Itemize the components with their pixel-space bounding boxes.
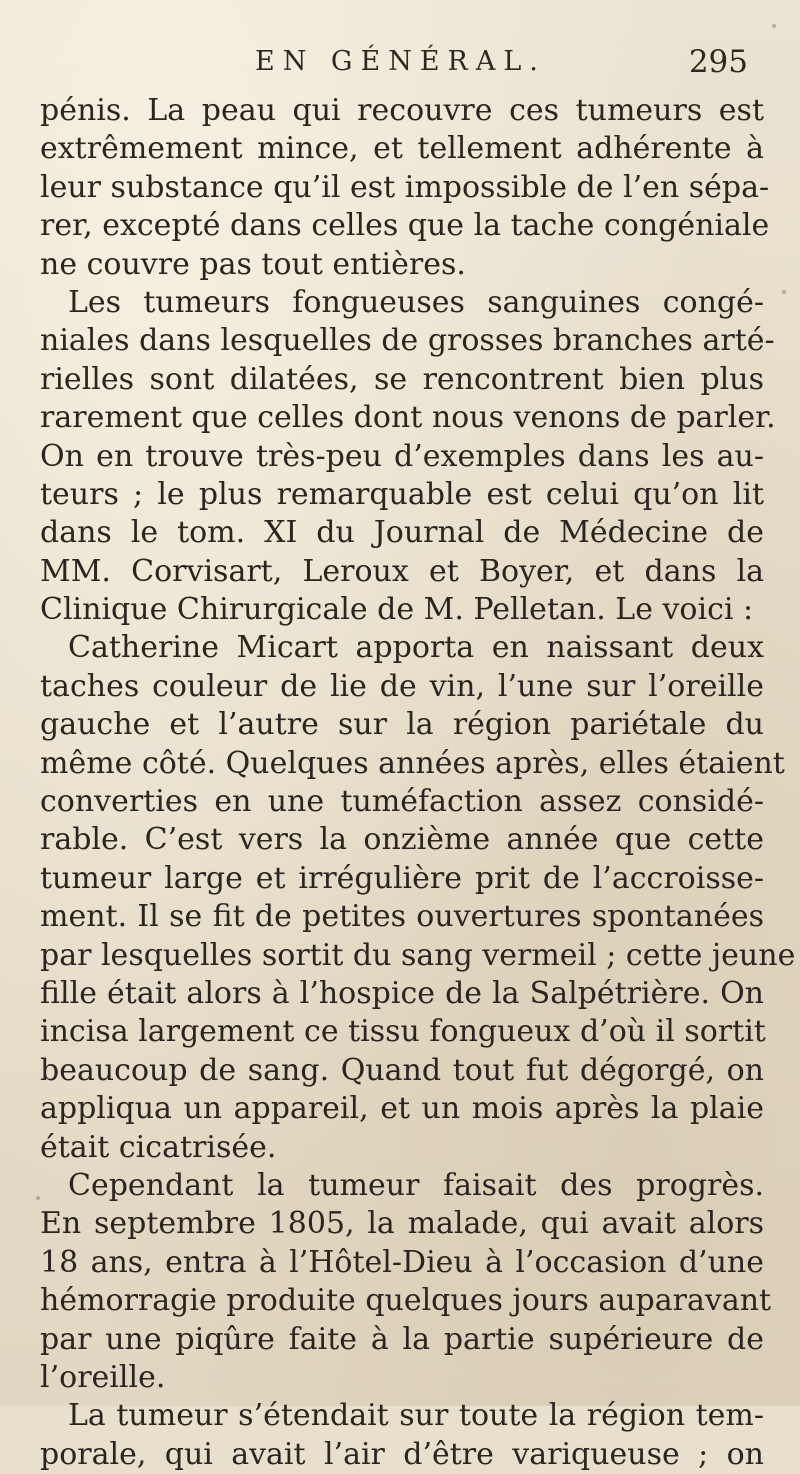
body-text (40, 92, 796, 1474)
text-line: rable. C’est vers la onzième année que cette (40, 822, 764, 858)
text-line: niales dans lesquelles de grosses branches arté- (40, 323, 775, 359)
text-line: teurs ; le plus remarquable est celui qu’on lit (40, 476, 764, 512)
text-line: l’oreille. (40, 1359, 166, 1395)
text-line: leur substance qu’il est impossible de l’en sépa- (40, 169, 770, 205)
running-title: EN GÉNÉRAL. (255, 46, 546, 77)
text-line: par une piqûre faite à la partie supérieure de (40, 1321, 764, 1357)
text-line: ment. Il se fit de petites ouvertures spontanées (40, 899, 764, 935)
text-line: tumeur large et irrégulière prit de l’accroisse- (40, 860, 764, 896)
paper-speck (36, 1196, 40, 1200)
text-line: converties en une tuméfaction assez considé- (40, 784, 764, 820)
text-line: gauche et l’autre sur la région pariétale du (40, 707, 764, 743)
text-line: dans le tom. XI du Journal de Médecine de (40, 515, 764, 551)
text-line: La tumeur s’étendait sur toute la région tem- (68, 1398, 764, 1434)
text-line: incisa largement ce tissu fongueux d’où il sortit (40, 1014, 766, 1050)
paper-speck (782, 290, 786, 294)
text-line: En septembre 1805, la malade, qui avait alors (40, 1206, 764, 1242)
text-line: Cependant la tumeur faisait des progrès. (68, 1167, 764, 1203)
text-line: rielles sont dilatées, se rencontrent bien plus (40, 361, 764, 397)
text-line: Les tumeurs fongueuses sanguines congé- (68, 284, 764, 320)
text-line: extrêmement mince, et tellement adhérente à (40, 131, 764, 167)
paper-speck (772, 24, 776, 28)
text-line: MM. Corvisart, Leroux et Boyer, et dans la (40, 553, 764, 589)
text-line: pénis. La peau qui recouvre ces tumeurs est (40, 93, 764, 128)
text-line: était cicatrisée. (40, 1129, 277, 1165)
text-line: Clinique Chirurgicale de M. Pelletan. Le voici : (40, 592, 754, 628)
text-line: par lesquelles sortit du sang vermeil ; cette jeune (40, 937, 796, 973)
text-line: fille était alors à l’hospice de la Salpétrière. On (40, 975, 764, 1011)
text-line: même côté. Quelques années après, elles étaient (40, 745, 785, 781)
page-number: 295 (688, 44, 748, 80)
text-line: beaucoup de sang. Quand tout fut dégorgé, on (40, 1052, 764, 1088)
text-line: rer, excepté dans celles que la tache congéniale (40, 208, 770, 244)
text-line: hémorragie produite quelques jours auparavant (40, 1283, 772, 1319)
page-header (40, 46, 760, 90)
text-line: taches couleur de lie de vin, l’une sur l’oreille (40, 668, 764, 704)
text-line: appliqua un appareil, et un mois après la plaie (40, 1091, 764, 1127)
text-line: Catherine Micart apporta en naissant deux (68, 630, 764, 666)
text-line: porale, qui avait l’air d’être variqueuse ; on (40, 1436, 764, 1472)
text-line: 18 ans, entra à l’Hôtel-Dieu à l’occasion d’une (40, 1244, 764, 1280)
text-line: On en trouve très-peu d’exemples dans les au- (40, 438, 764, 474)
text-line: rarement que celles dont nous venons de parler. (40, 400, 776, 436)
text-line: ne couvre pas tout entières. (40, 246, 466, 282)
